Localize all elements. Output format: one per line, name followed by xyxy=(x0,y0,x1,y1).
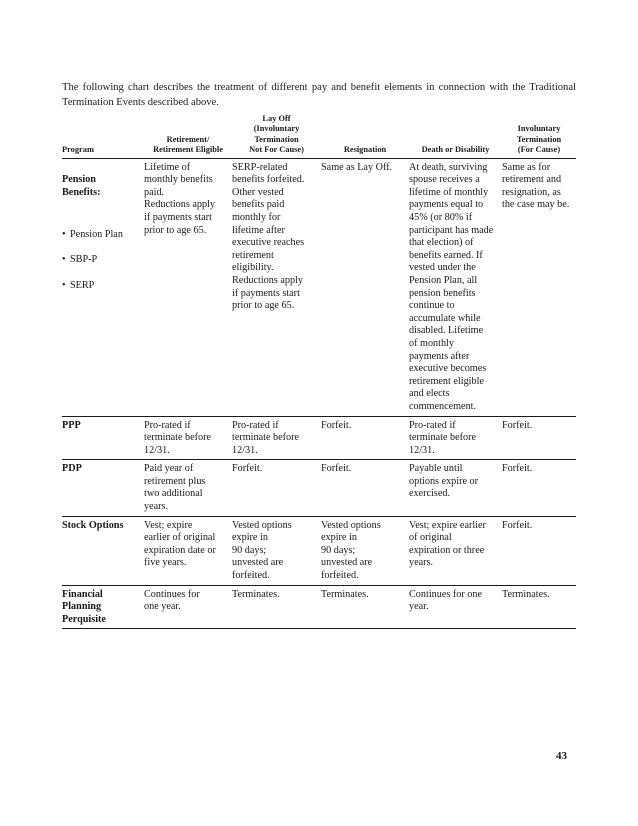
cell-lay-off: Terminates. xyxy=(232,585,321,629)
cell-lay-off: Vested options expire in 90 days; unvested are forfeited. xyxy=(232,516,321,585)
table-row xyxy=(62,460,576,516)
program-name: Stock Options xyxy=(62,516,144,585)
program-name: PPP xyxy=(62,416,144,460)
cell-death-disability: Continues for one year. xyxy=(409,585,502,629)
program-cell xyxy=(62,158,144,416)
program-sub-list xyxy=(62,215,140,304)
bullet-icon: • xyxy=(62,228,66,240)
cell-resignation: Terminates. xyxy=(321,585,409,629)
table-row xyxy=(62,416,576,460)
cell-for-cause: Forfeit. xyxy=(502,416,576,460)
program-name: Pension Benefits: xyxy=(62,174,101,198)
table-row xyxy=(62,158,576,416)
cell-death-disability: Payable until options expire or exercised. xyxy=(409,460,502,516)
table-header-row xyxy=(62,114,576,158)
cell-resignation: Vested options expire in 90 days; unvested are forfeited. xyxy=(321,516,409,585)
program-name: PDP xyxy=(62,460,144,516)
header-program: Program xyxy=(62,114,144,158)
header-retirement: Retirement/ Retirement Eligible xyxy=(144,114,232,158)
cell-retirement: Pro-rated if terminate before 12/31. xyxy=(144,416,232,460)
bullet-icon: • xyxy=(62,254,66,266)
cell-retirement: Paid year of retirement plus two additional years. xyxy=(144,460,232,516)
cell-death-disability: Vest; expire earlier of original expiration or three years. xyxy=(409,516,502,585)
header-lay-off: Lay Off (Involuntary Termination Not For Cause) xyxy=(232,114,321,158)
cell-lay-off: Forfeit. xyxy=(232,460,321,516)
sub-item: • SBP-P xyxy=(62,254,98,266)
cell-lay-off: SERP-related benefits forfeited. Other vested benefits paid monthly for lifetime after executive reaches retirement eligibility. Reductions apply if payments start prior to age 65. xyxy=(232,158,321,416)
table-row xyxy=(62,585,576,629)
cell-for-cause: Forfeit. xyxy=(502,516,576,585)
sub-item: • SERP xyxy=(62,279,95,291)
header-death-disability: Death or Disability xyxy=(409,114,502,158)
cell-death-disability: Pro-rated if terminate before 12/31. xyxy=(409,416,502,460)
cell-retirement: Continues for one year. xyxy=(144,585,232,629)
cell-retirement: Vest; expire earlier of original expiration date or five years. xyxy=(144,516,232,585)
sub-item: • Pension Plan xyxy=(62,228,123,240)
page-number: 43 xyxy=(556,750,567,762)
bullet-icon: • xyxy=(62,279,66,291)
table-row xyxy=(62,516,576,585)
cell-retirement: Lifetime of monthly benefits paid. Reductions apply if payments start prior to age 65. xyxy=(144,158,232,416)
cell-resignation: Forfeit. xyxy=(321,416,409,460)
program-name: Financial Planning Perquisite xyxy=(62,585,144,629)
cell-resignation: Same as Lay Off. xyxy=(321,158,409,416)
header-resignation: Resignation xyxy=(321,114,409,158)
cell-for-cause: Same as for retirement and resignation, as the case may be. xyxy=(502,158,576,416)
intro-paragraph: The following chart describes the treatment of different pay and benefit elements in connection with the Traditional Termination Events described above. xyxy=(62,82,576,108)
header-for-cause: Involuntary Termination (For Cause) xyxy=(502,114,576,158)
cell-for-cause: Forfeit. xyxy=(502,460,576,516)
cell-for-cause: Terminates. xyxy=(502,585,576,629)
cell-resignation: Forfeit. xyxy=(321,460,409,516)
cell-lay-off: Pro-rated if terminate before 12/31. xyxy=(232,416,321,460)
cell-death-disability: At death, surviving spouse receives a lifetime of monthly payments equal to 45% (or 80% if participant has made that election) of benefits earned. If vested under the Pension Plan, all pension benefits continue to accumulate while disabled. Lifetime of monthly payments after executive becomes retirement eligible and elects commencement. xyxy=(409,158,502,416)
termination-treatment-table xyxy=(62,114,576,629)
